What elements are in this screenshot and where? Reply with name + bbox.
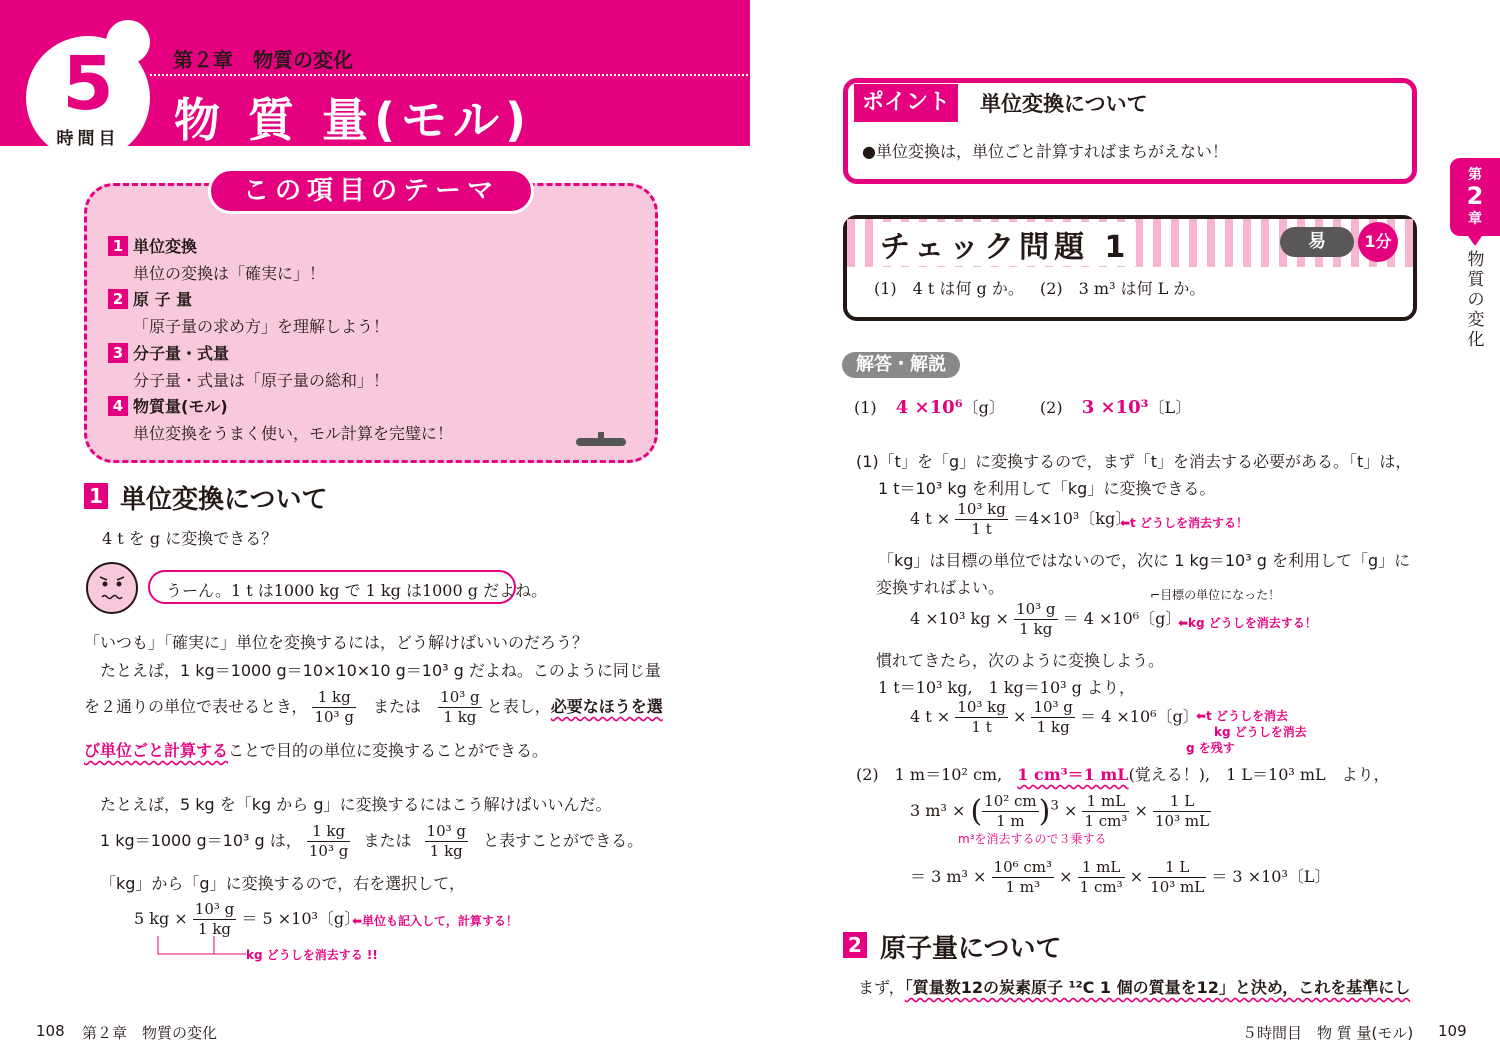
fraction bbox=[425, 822, 468, 861]
fraction-den: 10³ mL bbox=[1155, 812, 1210, 830]
header-dotted-rule bbox=[150, 74, 748, 76]
theme-item-1 bbox=[108, 234, 197, 257]
theme-item-2 bbox=[108, 287, 192, 310]
check-question-1: (1) 4 t は何 g か。 bbox=[874, 279, 1024, 298]
emphasis-text: 「質量数12の炭素原子 ¹²C 1 個の質量を12」と決め，これを基準にし bbox=[904, 978, 1411, 997]
page-title: 物 質 量(モル) bbox=[174, 93, 533, 147]
equation-part: 3 m³ × bbox=[910, 801, 966, 820]
fraction-num: 10³ kg bbox=[957, 500, 1006, 518]
cancel-arrow-icon bbox=[150, 936, 250, 960]
fraction-den: 1 kg bbox=[1031, 717, 1074, 737]
annotation: ⬅kg どうしを消去する！ bbox=[1178, 616, 1317, 630]
fraction bbox=[1078, 858, 1125, 897]
equation: 3 m³ × ( $\frac{\text{10² cm}}{1 m}$ )$^3$ × $\frac{1 mL}{\text{1 cm³}}$ × $\frac{1 L}{\text{10³ mL}}$ bbox=[910, 792, 1210, 830]
explanation-line bbox=[856, 762, 1390, 785]
point-label: ポイント bbox=[854, 84, 958, 122]
fraction-den: 1 kg bbox=[425, 841, 468, 861]
emphasis-text: び単位ごと計算する bbox=[84, 741, 229, 760]
equation: 4 t × $\frac{\text{10³ kg}}{1 t}$ × $\frac{\text{10³ g}}{1 kg}$ ＝ 4 ×10⁶〔g〕 bbox=[910, 698, 1199, 736]
side-tab-arrow-icon bbox=[1468, 236, 1482, 246]
paragraph-line: たとえば，1 kg＝1000 g＝10×10×10 g＝10³ g だよね。このように同じ量 bbox=[100, 661, 661, 680]
theme-item-desc: 「原子量の求め方」を理解しよう！ bbox=[133, 317, 390, 336]
answer-unit: 〔g〕 bbox=[962, 398, 1005, 417]
section-title: 原子量について bbox=[880, 934, 1062, 964]
text-span: 1 kg＝1000 g＝10³ g は， bbox=[100, 831, 302, 850]
annotation: ⬅t どうしを消去する！ bbox=[1120, 516, 1248, 530]
answer-label: 解答・解説 bbox=[842, 352, 960, 378]
theme-item-desc: 単位の変換は「確実に」！ bbox=[133, 264, 326, 283]
paragraph-line: 「kg」から「g」に変換するので，右を選択して， bbox=[100, 874, 465, 893]
theme-item-desc: 単位変換をうまく使い，モル計算を完璧に！ bbox=[133, 424, 454, 443]
fraction-num: 10³ g bbox=[440, 688, 480, 706]
explanation-line: 「kg」は目標の単位ではないので，次に 1 kg＝10³ g を利用して「g」に bbox=[878, 551, 1411, 570]
equation bbox=[910, 600, 1181, 639]
answer-num: (1) bbox=[854, 398, 877, 417]
theme-item-desc: 分子量・式量は「原子量の総和」！ bbox=[133, 371, 390, 390]
page-number-left: 108 bbox=[36, 1022, 65, 1040]
fraction bbox=[312, 688, 355, 727]
text-span: を２通りの単位で表せるとき， bbox=[84, 697, 308, 716]
theme-item-title: 物質量(モル) bbox=[133, 397, 228, 416]
footer-title-right: ５時間目 物 質 量(モル) bbox=[1242, 1024, 1414, 1042]
paragraph-line bbox=[858, 975, 1410, 998]
fraction-num: 1 kg bbox=[312, 822, 346, 840]
equation-part: ＝ 4 ×10⁶〔g〕 bbox=[1062, 609, 1182, 628]
fraction-den: 1 kg bbox=[438, 707, 481, 727]
chapter-side-tab bbox=[1450, 158, 1500, 236]
equation bbox=[134, 900, 360, 939]
theme-item-title: 分子量・式量 bbox=[133, 344, 230, 363]
paragraph-line bbox=[84, 738, 548, 761]
fraction-num: 10³ g bbox=[426, 822, 467, 840]
text-span: または bbox=[373, 697, 422, 716]
fraction bbox=[1014, 600, 1057, 639]
fraction-den: 1 kg bbox=[1014, 619, 1057, 639]
answer-value: 4 ×10⁶ bbox=[895, 397, 963, 418]
theme-item-number: 4 bbox=[108, 396, 128, 416]
explanation-line: 1 t＝10³ kg を利用して「kg」に変換できる。 bbox=[878, 479, 1216, 498]
speech-text: うーん。1 t は1000 kg で 1 kg は1000 g だよね。 bbox=[166, 581, 548, 600]
text-span: または bbox=[363, 831, 412, 850]
paragraph-line: たとえば，5 kg を「kg から g」に変換するにはこう解けばいいんだ。 bbox=[100, 795, 612, 814]
equation-part: 4 ×10³ kg × bbox=[910, 609, 1009, 628]
equation-part: ＝ 3 ×10³〔L〕 bbox=[1211, 867, 1331, 886]
annotation: ⬅単位も記入して，計算する！ bbox=[352, 914, 518, 928]
fraction bbox=[955, 698, 1008, 737]
page-number-right: 109 bbox=[1438, 1022, 1467, 1040]
equation bbox=[910, 500, 1131, 539]
annotation: ⬅t どうしを消去 bbox=[1196, 709, 1288, 723]
clip-icon-stem bbox=[598, 432, 604, 446]
check-question-2: (2) 3 m³ は何 L か。 bbox=[1040, 279, 1206, 298]
fraction-num: 1 L bbox=[1165, 858, 1190, 876]
text-span: ことで目的の単位に変換することができる。 bbox=[228, 741, 549, 760]
fraction bbox=[1082, 792, 1129, 831]
fraction-den: 1 cm³ bbox=[1079, 878, 1123, 896]
fraction-den: 10³ g bbox=[308, 842, 349, 860]
annotation: ⌐目標の単位になった！ bbox=[1150, 588, 1281, 602]
fraction bbox=[1031, 698, 1074, 737]
fraction bbox=[982, 792, 1039, 831]
theme-item-title: 単位変換 bbox=[133, 237, 198, 256]
point-title: 単位変換について bbox=[980, 92, 1148, 116]
time-badge: 1分 bbox=[1358, 222, 1398, 262]
fraction-den: 1 m bbox=[982, 811, 1039, 831]
text-span: と表すことができる。 bbox=[483, 831, 644, 850]
equation: ＝ 3 m³ × $\frac{\text{10⁶ cm³}}{\text{1 m³}}$ × $\frac{1 mL}{\text{1 cm³}}$ × $\frac{1 L}{\text{10³ mL}}$ ＝ 3 ×10³〔L〕 bbox=[910, 858, 1331, 896]
footer-title-left: 第２章 物質の変化 bbox=[82, 1024, 218, 1042]
text-span: (覚える！), 1 L＝10³ mL より， bbox=[1128, 765, 1390, 784]
annotation: kg どうしを消去 bbox=[1214, 725, 1307, 739]
section-number: 1 bbox=[84, 483, 108, 509]
fraction-den: 10³ g bbox=[314, 708, 354, 726]
fraction-den: 1 t bbox=[955, 519, 1008, 539]
fraction-num: 10⁶ cm³ bbox=[993, 858, 1053, 876]
emphasis-text: 1 cm³＝1 mL bbox=[1017, 765, 1129, 784]
explanation-line: 1 t＝10³ kg, 1 kg＝10³ g より， bbox=[878, 678, 1135, 697]
badge-number: 5 bbox=[62, 41, 114, 127]
text-span: まず， bbox=[858, 978, 905, 997]
theme-item-number: 3 bbox=[108, 343, 128, 363]
fraction bbox=[992, 858, 1055, 897]
equation-part: ＝4×10³〔kg〕 bbox=[1012, 509, 1132, 528]
text-span: と表し， bbox=[486, 697, 551, 716]
theme-item-number: 2 bbox=[108, 289, 128, 309]
difficulty-badge: 易 bbox=[1280, 227, 1354, 257]
section-title: 単位変換について bbox=[120, 485, 328, 515]
worried-face-icon bbox=[86, 562, 138, 614]
fraction-num: 1 mL bbox=[1086, 792, 1126, 810]
explanation-line: 慣れてきたら，次のように変換しよう。 bbox=[876, 651, 1165, 670]
fraction-num: 1 mL bbox=[1081, 858, 1121, 876]
answer-line bbox=[854, 395, 1191, 418]
fraction-num: 10³ g bbox=[1033, 698, 1073, 716]
fraction-den: 1 m³ bbox=[992, 877, 1055, 897]
fraction-den: 1 cm³ bbox=[1084, 812, 1128, 830]
fraction-num: 10² cm bbox=[984, 792, 1037, 810]
fraction-num: 1 L bbox=[1169, 792, 1195, 810]
fraction bbox=[307, 822, 350, 861]
fraction bbox=[1148, 858, 1206, 897]
fraction-num: 10³ g bbox=[194, 900, 235, 918]
explanation-line: 変換すればよい。 bbox=[876, 578, 1005, 597]
equation-part: 4 t × bbox=[910, 509, 951, 528]
fraction bbox=[955, 500, 1008, 539]
equation-part: 5 kg × bbox=[134, 909, 188, 928]
fraction-num: 10³ g bbox=[1016, 600, 1056, 618]
paragraph-line bbox=[100, 822, 643, 861]
fraction-den: 1 kg bbox=[193, 919, 236, 939]
fraction-num: 10³ kg bbox=[957, 698, 1006, 716]
side-tab-number: 2 bbox=[1466, 182, 1484, 210]
side-tab-text: 章 bbox=[1468, 211, 1482, 227]
answer-value: 3 ×10³ bbox=[1081, 397, 1149, 418]
explanation-line: (1)「t」を「g」に変換するので，まず「t」を消去する必要がある。「t」は， bbox=[856, 452, 1412, 471]
equation-part: 4 t × bbox=[910, 707, 951, 726]
equation-part: ＝ 3 m³ × bbox=[910, 867, 987, 886]
badge-label: 時間目 bbox=[56, 129, 120, 149]
chapter-heading: 第２章 物質の変化 bbox=[173, 48, 353, 72]
equation-part: ＝ 5 ×10³〔g〕 bbox=[241, 909, 361, 928]
text-span: (2) 1 m＝10² cm, bbox=[856, 765, 1003, 784]
side-tab-text: 第 bbox=[1468, 167, 1482, 183]
point-text: ●単位変換は，単位ごと計算すればまちがえない！ bbox=[862, 142, 1228, 161]
equation-part: ＝ 4 ×10⁶〔g〕 bbox=[1080, 707, 1199, 726]
fraction bbox=[1153, 792, 1211, 831]
fraction bbox=[193, 900, 236, 939]
fraction bbox=[438, 688, 481, 727]
answer-num: (2) bbox=[1039, 398, 1063, 417]
fraction-num: 1 kg bbox=[317, 688, 351, 706]
side-chapter-label: 物質の変化 bbox=[1467, 250, 1485, 350]
theme-item-3 bbox=[108, 341, 229, 364]
theme-item-title: 原 子 量 bbox=[133, 290, 193, 309]
section-number: 2 bbox=[843, 932, 867, 958]
theme-item-number: 1 bbox=[108, 236, 128, 256]
annotation: g を残す bbox=[1186, 741, 1235, 755]
check-title: チェック問題 1 bbox=[874, 222, 1136, 266]
fraction-den: 10³ mL bbox=[1150, 878, 1205, 896]
fraction-den: 1 t bbox=[955, 717, 1008, 737]
question-text: 4 t を g に変換できる？ bbox=[102, 529, 278, 548]
paragraph-line bbox=[84, 688, 663, 727]
theme-heading: この項目のテーマ bbox=[208, 168, 534, 214]
annotation-text: 目標の単位になった！ bbox=[1160, 588, 1281, 602]
theme-item-4 bbox=[108, 394, 228, 417]
annotation: kg どうしを消去する !! bbox=[246, 948, 378, 962]
paragraph-line: 「いつも」「確実に」単位を変換するには，どう解けばいいのだろう？ bbox=[84, 633, 589, 652]
emphasis-text: 必要なほうを選 bbox=[550, 697, 663, 716]
annotation: m³を消去するので３乗する bbox=[958, 832, 1107, 846]
answer-unit: 〔L〕 bbox=[1148, 398, 1192, 417]
